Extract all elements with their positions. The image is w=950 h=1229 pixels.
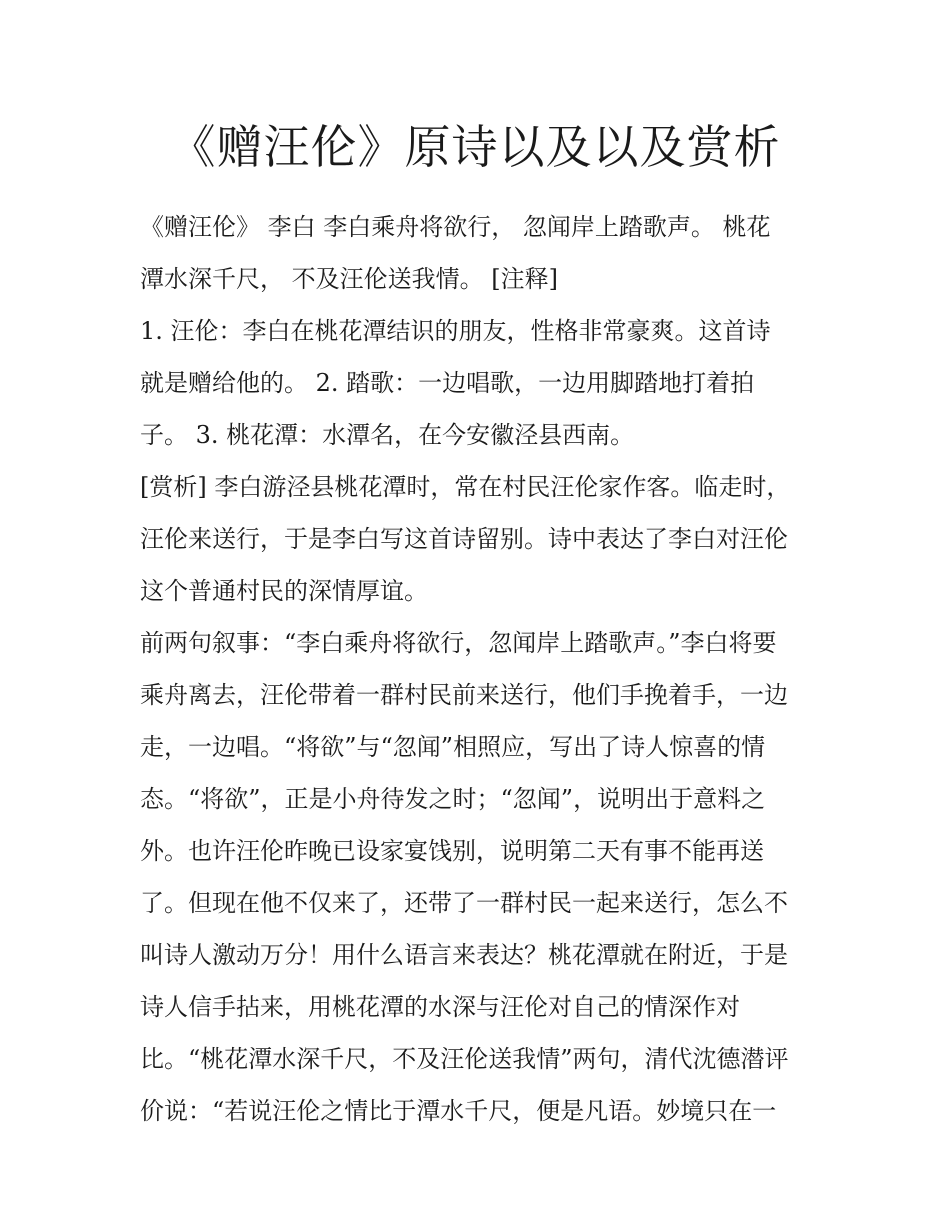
document-title: 《赠汪伦》原诗以及以及赏析 — [169, 120, 781, 174]
text-line: 这个普通村民的深情厚谊。 — [140, 577, 428, 605]
text-line: 子。 3. 桃花潭：水潭名，在今安徽泾县西南。 — [140, 421, 635, 449]
text-line: 《赠汪伦》 李白 李白乘舟将欲行， 忽闻岸上踏歌声。 桃花 — [140, 213, 771, 241]
text-line: 乘舟离去，汪伦带着一群村民前来送行，他们手挽着手，一边 — [140, 681, 788, 709]
text-line: 比。“桃花潭水深千尺，不及汪伦送我情”两句，清代沈德潜评 — [140, 1045, 789, 1073]
text-line: 前两句叙事：“李白乘舟将欲行，忽闻岸上踏歌声。”李白将要 — [140, 629, 777, 657]
text-line: 了。但现在他不仅来了，还带了一群村民一起来送行，怎么不 — [140, 889, 788, 917]
document-body — [140, 201, 812, 1137]
text-line: 价说：“若说汪伦之情比于潭水千尺，便是凡语。妙境只在一 — [140, 1097, 777, 1125]
text-line: 诗人信手拈来，用桃花潭的水深与汪伦对自己的情深作对 — [140, 993, 740, 1021]
text-line: 叫诗人激动万分！用什么语言来表达？桃花潭就在附近，于是 — [140, 941, 788, 969]
text-line: 态。“将欲”，正是小舟待发之时；“忽闻”，说明出于意料之 — [140, 785, 766, 813]
text-line: [赏析] 李白游泾县桃花潭时，常在村民汪伦家作客。临走时， — [140, 473, 791, 501]
text-line: 潭水深千尺， 不及汪伦送我情。 [注释] — [140, 265, 558, 293]
text-line: 1. 汪伦：李白在桃花潭结识的朋友，性格非常豪爽。这首诗 — [140, 317, 771, 345]
text-line: 走，一边唱。“将欲”与“忽闻”相照应，写出了诗人惊喜的情 — [140, 733, 766, 761]
text-line: 就是赠给他的。 2. 踏歌：一边唱歌，一边用脚踏地打着拍 — [140, 369, 755, 397]
text-line: 外。也许汪伦昨晚已设家宴饯别，说明第二天有事不能再送 — [140, 837, 764, 865]
text-line: 汪伦来送行，于是李白写这首诗留别。诗中表达了李白对汪伦 — [140, 525, 788, 553]
